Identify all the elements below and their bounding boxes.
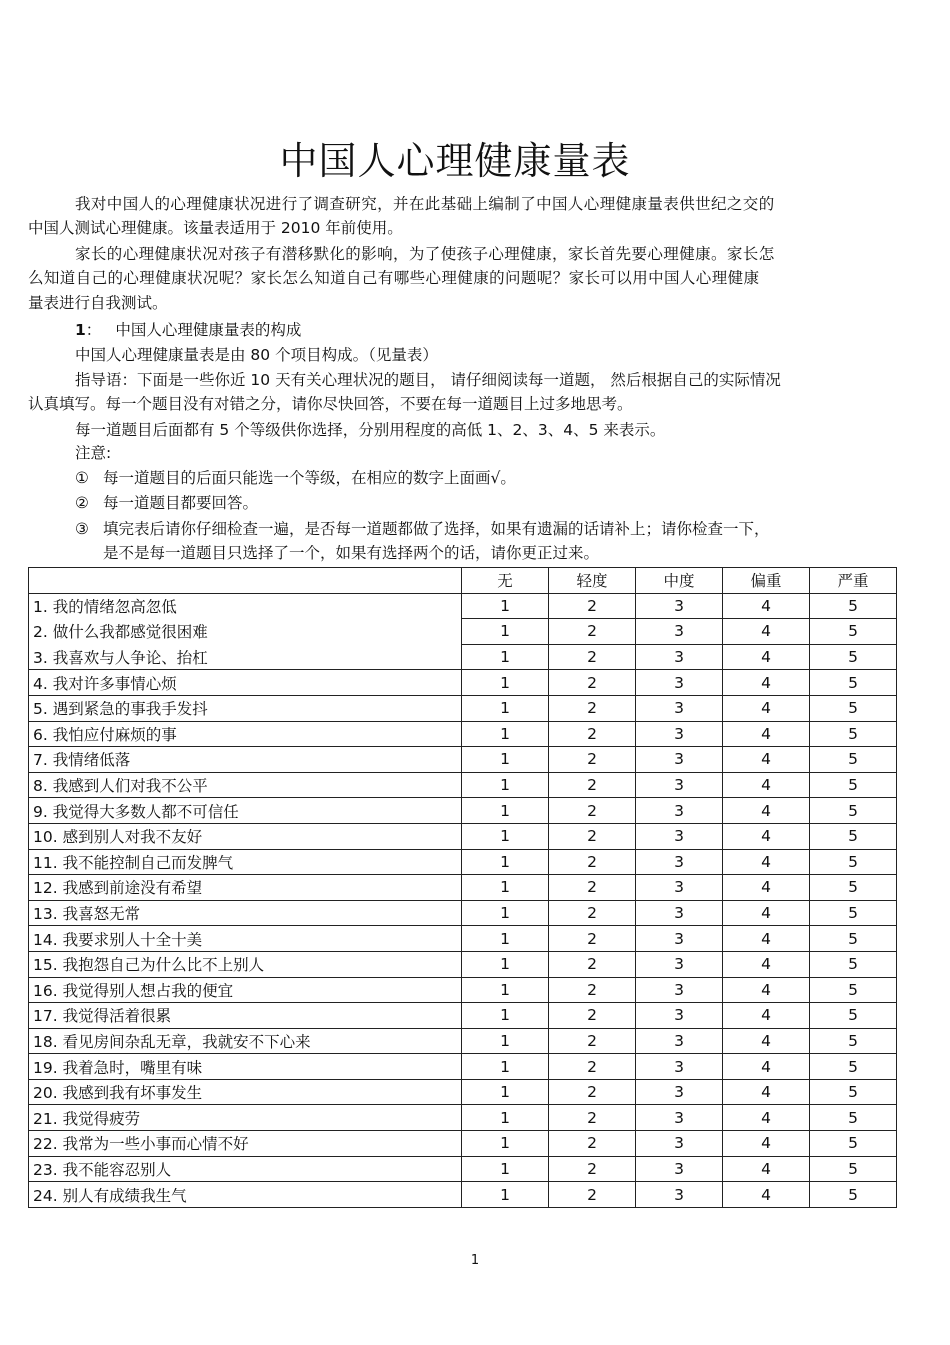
section-number: 1: [75, 321, 86, 339]
header-level-heavy: 偏重: [723, 568, 810, 594]
score-option[interactable]: 1: [462, 1079, 549, 1105]
table-row: [29, 619, 897, 645]
score-option[interactable]: 3: [636, 1131, 723, 1157]
score-option[interactable]: 2: [549, 619, 636, 645]
score-option[interactable]: 1: [462, 1028, 549, 1054]
score-option[interactable]: 1: [462, 823, 549, 849]
score-option[interactable]: 2: [549, 772, 636, 798]
item-label: 14. 我要求别人十全十美: [29, 926, 462, 952]
score-option[interactable]: 1: [462, 1156, 549, 1182]
table-row: [29, 849, 897, 875]
section-title: 中国人心理健康量表的构成: [115, 321, 302, 339]
score-option[interactable]: 5: [810, 1079, 897, 1105]
score-option[interactable]: 2: [549, 875, 636, 901]
header-level-mild: 轻度: [549, 568, 636, 594]
page-title: 中国人心理健康量表: [279, 139, 631, 183]
guide-line-2: 认真填写。每一个题目没有对错之分，请你尽快回答，不要在每一道题目上过多地思考。: [28, 395, 633, 413]
score-option[interactable]: 3: [636, 823, 723, 849]
header-level-severe: 严重: [810, 568, 897, 594]
score-option[interactable]: 4: [723, 721, 810, 747]
score-option[interactable]: 5: [810, 798, 897, 824]
table-row: [29, 1054, 897, 1080]
score-option[interactable]: 3: [636, 951, 723, 977]
score-option[interactable]: 1: [462, 644, 549, 670]
table-row: [29, 1156, 897, 1182]
score-option[interactable]: 3: [636, 849, 723, 875]
header-item-column: [29, 568, 462, 594]
table-row: [29, 951, 897, 977]
score-option[interactable]: 5: [810, 695, 897, 721]
guide-line-1: 指导语：下面是一些你近 10 天有关心理状况的题目， 请仔细阅读每一道题， 然后根据自己的实际情况: [75, 371, 781, 389]
score-option[interactable]: 3: [636, 1156, 723, 1182]
score-option[interactable]: 1: [462, 1003, 549, 1029]
score-option[interactable]: 1: [462, 1182, 549, 1208]
score-option[interactable]: 2: [549, 593, 636, 619]
table-row: [29, 1131, 897, 1157]
score-option[interactable]: 2: [549, 1054, 636, 1080]
score-option[interactable]: 2: [549, 1182, 636, 1208]
score-option[interactable]: 5: [810, 1182, 897, 1208]
score-option[interactable]: 4: [723, 1105, 810, 1131]
item-label: 6. 我怕应付麻烦的事: [29, 721, 462, 747]
score-option[interactable]: 3: [636, 875, 723, 901]
score-option[interactable]: 4: [723, 644, 810, 670]
section-colon: ：: [85, 321, 102, 339]
table-row: [29, 798, 897, 824]
table-row: [29, 747, 897, 773]
intro-paragraph-2-line-2: 么知道自己的心理健康状况呢？家长怎么知道自己有哪些心理健康的问题呢？家长可以用中国人心理健康: [28, 269, 760, 287]
notice-marker: ②: [75, 494, 89, 512]
score-option[interactable]: 4: [723, 593, 810, 619]
score-option[interactable]: 3: [636, 670, 723, 696]
intro-paragraph-1-line-2: 中国人测试心理健康。该量表适用于 2010 年前使用。: [28, 219, 403, 237]
score-option[interactable]: 5: [810, 849, 897, 875]
table-row: [29, 1105, 897, 1131]
composition-line: 中国人心理健康量表是由 80 个项目构成。（见量表）: [75, 346, 438, 364]
score-option[interactable]: 4: [723, 875, 810, 901]
score-option[interactable]: 4: [723, 849, 810, 875]
score-option[interactable]: 3: [636, 695, 723, 721]
score-option[interactable]: 2: [549, 695, 636, 721]
score-option[interactable]: 2: [549, 1079, 636, 1105]
score-option[interactable]: 5: [810, 747, 897, 773]
score-option[interactable]: 3: [636, 721, 723, 747]
score-option[interactable]: 5: [810, 977, 897, 1003]
table-row: [29, 695, 897, 721]
score-option[interactable]: 2: [549, 1131, 636, 1157]
notice-marker: ①: [75, 469, 89, 487]
notice-item: [75, 467, 516, 489]
score-option[interactable]: 2: [549, 1028, 636, 1054]
item-label: 16. 我觉得别人想占我的便宜: [29, 977, 462, 1003]
section-heading: [75, 319, 301, 341]
score-option[interactable]: 5: [810, 875, 897, 901]
notice-3-continuation: 是不是每一道题目只选择了一个，如果有选择两个的话，请你更正过来。: [103, 544, 600, 562]
notice-text: 填完表后请你仔细检查一遍，是否每一道题都做了选择，如果有遗漏的话请补上；请你检查一下，: [103, 520, 770, 538]
item-label: 17. 我觉得活着很累: [29, 1003, 462, 1029]
item-label: 13. 我喜怒无常: [29, 900, 462, 926]
score-option[interactable]: 5: [810, 900, 897, 926]
item-label: 10. 感到别人对我不友好: [29, 823, 462, 849]
score-option[interactable]: 4: [723, 1003, 810, 1029]
score-option[interactable]: 4: [723, 1156, 810, 1182]
table-row: [29, 721, 897, 747]
table-row: [29, 875, 897, 901]
score-option[interactable]: 3: [636, 644, 723, 670]
score-option[interactable]: 1: [462, 900, 549, 926]
score-option[interactable]: 1: [462, 695, 549, 721]
item-label: 19. 我着急时，嘴里有味: [29, 1054, 462, 1080]
table-row: [29, 670, 897, 696]
score-option[interactable]: 4: [723, 926, 810, 952]
item-label: 11. 我不能控制自己而发脾气: [29, 849, 462, 875]
score-option[interactable]: 2: [549, 926, 636, 952]
score-option[interactable]: 2: [549, 670, 636, 696]
scale-table: [28, 567, 897, 1208]
item-label: 18. 看见房间杂乱无章，我就安不下心来: [29, 1028, 462, 1054]
intro-paragraph-2-line-3: 量表进行自我测试。: [28, 294, 168, 312]
score-option[interactable]: 5: [810, 926, 897, 952]
notice-text: 每一道题目的后面只能选一个等级，在相应的数字上面画√。: [103, 469, 516, 487]
item-label: 8. 我感到人们对我不公平: [29, 772, 462, 798]
score-option[interactable]: 5: [810, 1054, 897, 1080]
table-row: [29, 593, 897, 619]
item-label: 21. 我觉得疲劳: [29, 1105, 462, 1131]
score-option[interactable]: 5: [810, 1131, 897, 1157]
score-option[interactable]: 5: [810, 1156, 897, 1182]
score-option[interactable]: 4: [723, 619, 810, 645]
score-option[interactable]: 2: [549, 951, 636, 977]
score-option[interactable]: 4: [723, 747, 810, 773]
table-row: [29, 977, 897, 1003]
score-option[interactable]: 3: [636, 900, 723, 926]
score-option[interactable]: 4: [723, 1028, 810, 1054]
intro-paragraph-1-line-1: 我对中国人的心理健康状况进行了调查研究，并在此基础上编制了中国人心理健康量表供世纪之交的: [75, 195, 775, 213]
table-header-row: [29, 568, 897, 594]
score-option[interactable]: 4: [723, 772, 810, 798]
score-option[interactable]: 1: [462, 772, 549, 798]
score-option[interactable]: 2: [549, 644, 636, 670]
table-row: [29, 926, 897, 952]
score-option[interactable]: 1: [462, 593, 549, 619]
score-option[interactable]: 5: [810, 951, 897, 977]
score-option[interactable]: 4: [723, 1079, 810, 1105]
intro-paragraph-2-line-1: 家长的心理健康状况对孩子有潜移默化的影响，为了使孩子心理健康，家长首先要心理健康。家长怎: [75, 245, 775, 263]
header-level-moderate: 中度: [636, 568, 723, 594]
table-row: [29, 1182, 897, 1208]
score-option[interactable]: 5: [810, 644, 897, 670]
score-option[interactable]: 3: [636, 1003, 723, 1029]
score-option[interactable]: 5: [810, 721, 897, 747]
score-option[interactable]: 4: [723, 695, 810, 721]
levels-note: 每一道题目后面都有 5 个等级供你选择，分别用程度的高低 1、2、3、4、5 来表示。: [75, 421, 666, 439]
item-label: 20. 我感到我有坏事发生: [29, 1079, 462, 1105]
score-option[interactable]: 4: [723, 1054, 810, 1080]
score-option[interactable]: 3: [636, 1105, 723, 1131]
score-option[interactable]: 3: [636, 1079, 723, 1105]
score-option[interactable]: 4: [723, 977, 810, 1003]
score-option[interactable]: 2: [549, 798, 636, 824]
item-label: 4. 我对许多事情心烦: [29, 670, 462, 696]
score-option[interactable]: 3: [636, 772, 723, 798]
table-row: [29, 1079, 897, 1105]
score-option[interactable]: 1: [462, 670, 549, 696]
item-label: 5. 遇到紧急的事我手发抖: [29, 695, 462, 721]
item-label: 15. 我抱怨自己为什么比不上别人: [29, 951, 462, 977]
table-row: [29, 900, 897, 926]
score-option[interactable]: 2: [549, 823, 636, 849]
table-row: [29, 823, 897, 849]
table-row: [29, 1003, 897, 1029]
score-option[interactable]: 1: [462, 977, 549, 1003]
score-option[interactable]: 2: [549, 721, 636, 747]
score-option[interactable]: 1: [462, 951, 549, 977]
score-option[interactable]: 2: [549, 849, 636, 875]
score-option[interactable]: 3: [636, 747, 723, 773]
notice-text: 每一道题目都要回答。: [103, 494, 259, 512]
notice-item: [75, 518, 770, 540]
item-label: 12. 我感到前途没有希望: [29, 875, 462, 901]
score-option[interactable]: 1: [462, 1105, 549, 1131]
item-label: 24. 别人有成绩我生气: [29, 1182, 462, 1208]
score-option[interactable]: 3: [636, 1182, 723, 1208]
item-label: 2. 做什么我都感觉很困难: [29, 619, 462, 645]
item-label: 7. 我情绪低落: [29, 747, 462, 773]
score-option[interactable]: 5: [810, 593, 897, 619]
item-label: 23. 我不能容忍别人: [29, 1156, 462, 1182]
score-option[interactable]: 3: [636, 1054, 723, 1080]
score-option[interactable]: 5: [810, 1028, 897, 1054]
notice-marker: ③: [75, 520, 89, 538]
score-option[interactable]: 4: [723, 798, 810, 824]
score-option[interactable]: 4: [723, 900, 810, 926]
score-option[interactable]: 1: [462, 849, 549, 875]
score-option[interactable]: 3: [636, 926, 723, 952]
page-number: 1: [470, 1253, 480, 1268]
score-option[interactable]: 4: [723, 823, 810, 849]
item-label: 3. 我喜欢与人争论、抬杠: [29, 644, 462, 670]
score-option[interactable]: 1: [462, 1131, 549, 1157]
table-row: [29, 644, 897, 670]
score-option[interactable]: 2: [549, 1105, 636, 1131]
header-level-none: 无: [462, 568, 549, 594]
score-option[interactable]: 4: [723, 670, 810, 696]
item-label: 9. 我觉得大多数人都不可信任: [29, 798, 462, 824]
score-option[interactable]: 2: [549, 1003, 636, 1029]
score-option[interactable]: 1: [462, 721, 549, 747]
score-option[interactable]: 5: [810, 772, 897, 798]
notice-item: [75, 492, 258, 514]
score-option[interactable]: 2: [549, 747, 636, 773]
score-option[interactable]: 5: [810, 670, 897, 696]
score-option[interactable]: 3: [636, 593, 723, 619]
score-option[interactable]: 3: [636, 619, 723, 645]
notice-label: 注意:: [75, 444, 112, 462]
score-option[interactable]: 1: [462, 747, 549, 773]
score-option[interactable]: 1: [462, 619, 549, 645]
score-option[interactable]: 3: [636, 798, 723, 824]
score-option[interactable]: 1: [462, 798, 549, 824]
item-label: 1. 我的情绪忽高忽低: [29, 593, 462, 619]
table-row: [29, 1028, 897, 1054]
score-option[interactable]: 1: [462, 1054, 549, 1080]
score-option[interactable]: 2: [549, 900, 636, 926]
score-option[interactable]: 5: [810, 619, 897, 645]
score-option[interactable]: 1: [462, 875, 549, 901]
score-option[interactable]: 1: [462, 926, 549, 952]
score-option[interactable]: 3: [636, 1028, 723, 1054]
score-option[interactable]: 4: [723, 1131, 810, 1157]
score-option[interactable]: 4: [723, 951, 810, 977]
table-row: [29, 772, 897, 798]
item-label: 22. 我常为一些小事而心情不好: [29, 1131, 462, 1157]
score-option[interactable]: 5: [810, 823, 897, 849]
score-option[interactable]: 5: [810, 1105, 897, 1131]
score-option[interactable]: 2: [549, 1156, 636, 1182]
score-option[interactable]: 4: [723, 1182, 810, 1208]
score-option[interactable]: 3: [636, 977, 723, 1003]
score-option[interactable]: 2: [549, 977, 636, 1003]
score-option[interactable]: 5: [810, 1003, 897, 1029]
